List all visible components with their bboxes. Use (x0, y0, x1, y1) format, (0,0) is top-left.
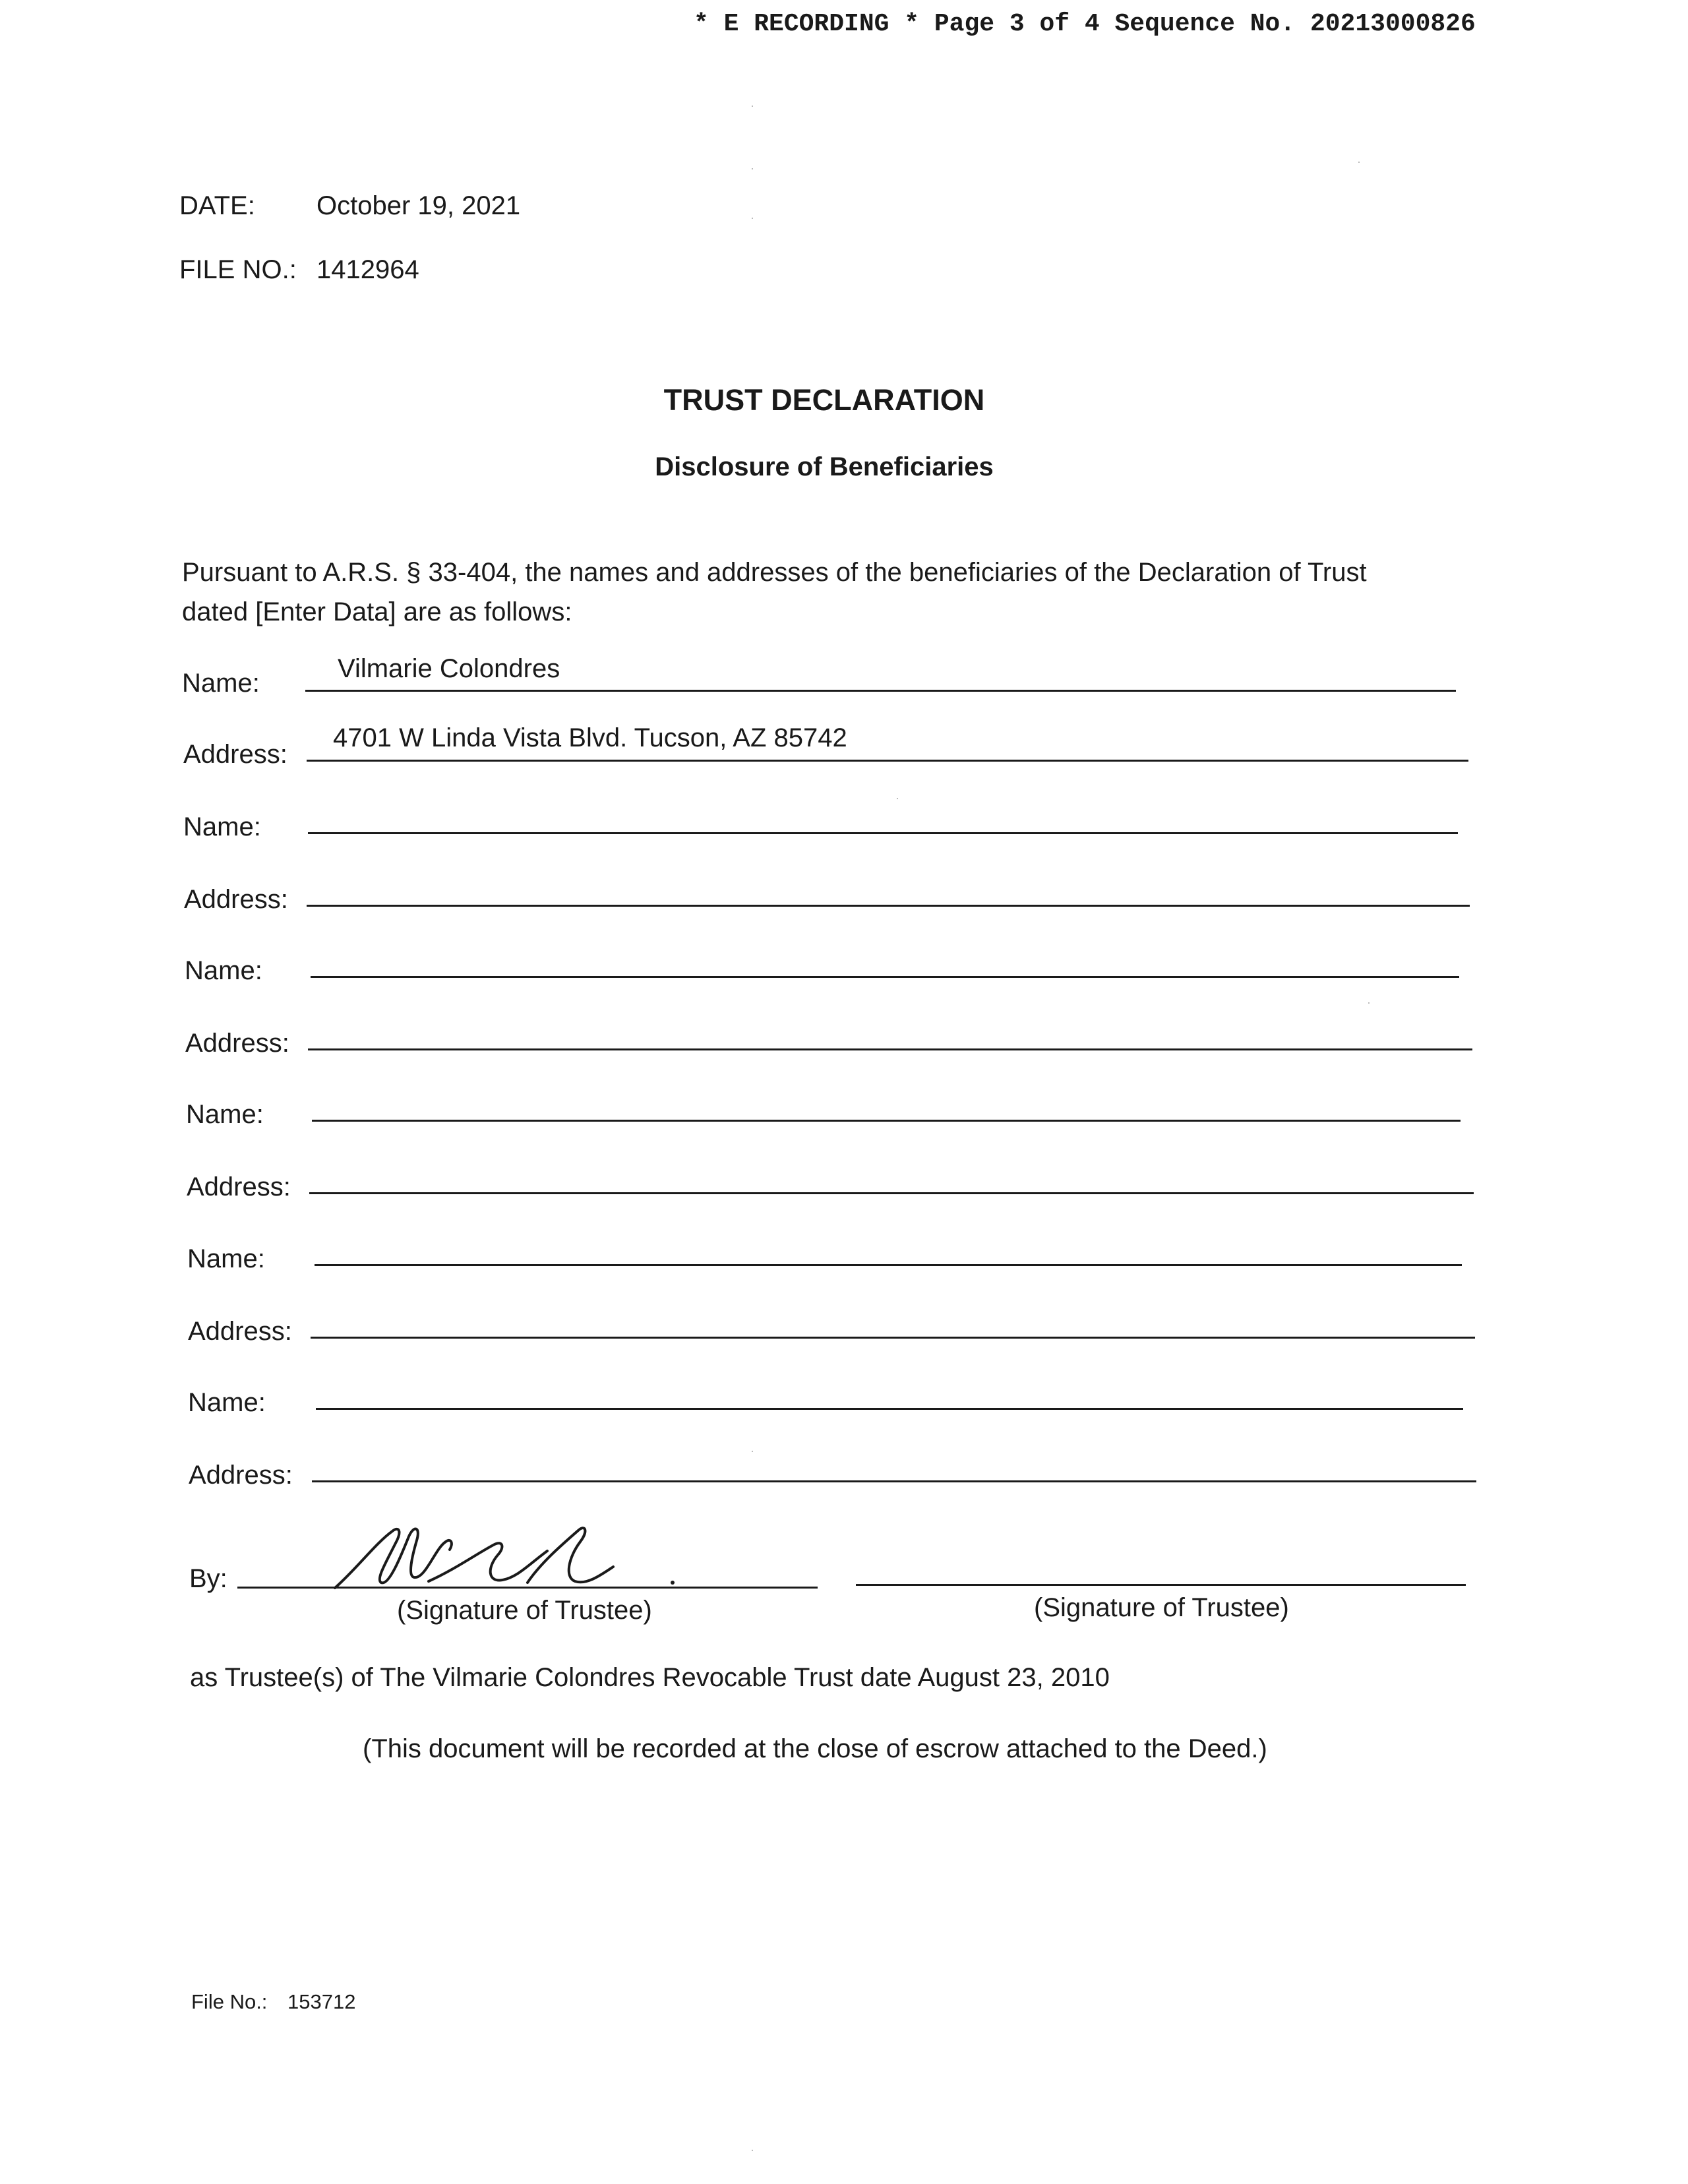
signature-caption-left: (Signature of Trustee) (397, 1596, 652, 1625)
name-value: Vilmarie Colondres (338, 654, 560, 683)
date-value: October 19, 2021 (316, 191, 521, 220)
address-label: Address: (187, 1172, 291, 1201)
address-label: Address: (183, 740, 287, 769)
address-field-line[interactable] (307, 760, 1468, 762)
address-field-line[interactable] (308, 1048, 1472, 1050)
scan-artifact (752, 218, 753, 219)
name-field-line[interactable] (308, 832, 1458, 834)
signature-line-right[interactable] (856, 1584, 1466, 1586)
recording-stamp: * E RECORDING * Page 3 of 4 Sequence No. 20213000826 (694, 10, 1476, 38)
scan-artifact (1358, 162, 1360, 163)
name-label: Name: (185, 956, 262, 985)
recording-note: (This document will be recorded at the close of escrow attached to the Deed.) (363, 1734, 1267, 1763)
name-field-line[interactable] (305, 690, 1456, 692)
intro-line-2: dated [Enter Data] are as follows: (182, 597, 572, 626)
scan-artifact (752, 168, 753, 169)
scan-artifact (752, 2150, 753, 2151)
name-label: Name: (182, 669, 260, 698)
name-label: Name: (186, 1100, 264, 1129)
signature-caption-right: (Signature of Trustee) (1034, 1593, 1289, 1622)
address-label: Address: (184, 885, 288, 914)
scan-artifact (752, 1451, 753, 1452)
by-label: By: (189, 1564, 227, 1593)
address-field-line[interactable] (307, 905, 1470, 907)
address-label: Address: (185, 1029, 289, 1058)
footer-file-no-label: File No.: (191, 1990, 268, 2013)
address-label: Address: (189, 1461, 293, 1490)
address-field-line[interactable] (309, 1192, 1474, 1194)
footer-file-no-value: 153712 (287, 1990, 356, 2013)
address-field-line[interactable] (312, 1480, 1476, 1482)
name-label: Name: (183, 812, 261, 841)
name-field-line[interactable] (316, 1408, 1463, 1410)
trustee-statement: as Trustee(s) of The Vilmarie Colondres Revocable Trust date August 23, 2010 (190, 1663, 1110, 1692)
trustee-signature (330, 1517, 699, 1596)
date-label: DATE: (179, 191, 255, 220)
scan-artifact (897, 798, 898, 799)
name-label: Name: (187, 1244, 265, 1273)
scan-artifact (752, 106, 753, 107)
document-subtitle: Disclosure of Beneficiaries (655, 452, 994, 481)
address-label: Address: (188, 1317, 292, 1346)
scan-artifact (1368, 1002, 1370, 1004)
name-field-line[interactable] (315, 1264, 1462, 1266)
address-field-line[interactable] (311, 1337, 1475, 1339)
name-label: Name: (188, 1388, 266, 1417)
intro-line-1: Pursuant to A.R.S. § 33-404, the names and addresses of the beneficiaries of the Declaration of Trust (182, 558, 1367, 587)
address-value: 4701 W Linda Vista Blvd. Tucson, AZ 85742 (333, 723, 847, 752)
document-title: TRUST DECLARATION (663, 383, 985, 417)
name-field-line[interactable] (312, 1120, 1461, 1122)
file-no-value: 1412964 (316, 255, 419, 284)
file-no-label: FILE NO.: (179, 255, 297, 284)
name-field-line[interactable] (311, 976, 1459, 978)
